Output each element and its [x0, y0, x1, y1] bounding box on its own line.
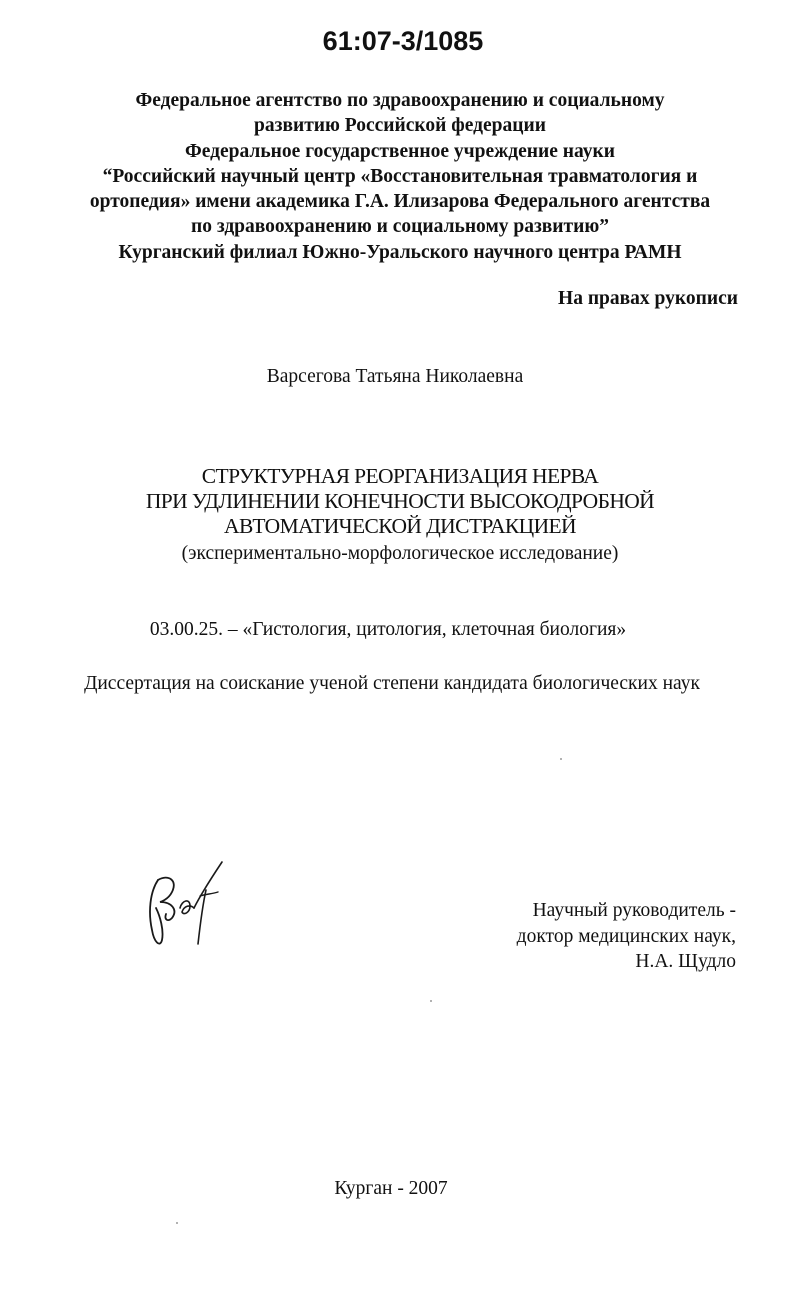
institution-line: Федеральное государственное учреждение науки: [185, 140, 615, 162]
dissertation-degree: Диссертация на соискание ученой степени кандидата биологических наук: [84, 673, 700, 694]
specialty-code: 03.00.25. – «Гистология, цитология, клеточная биология»: [149, 619, 627, 640]
catalog-number: 61:07-3/1085: [322, 26, 484, 56]
title-line: ПРИ УДЛИНЕНИИ КОНЕЧНОСТИ ВЫСОКОДРОБНОЙ: [145, 489, 655, 513]
scan-speck: [560, 758, 562, 760]
scan-speck: [176, 1222, 178, 1224]
supervisor-degree: доктор медицинских наук,: [516, 925, 736, 947]
author-name: Варсегова Татьяна Николаевна: [266, 366, 524, 387]
institution-line: Федеральное агентство по здравоохранению и социальному: [135, 90, 665, 111]
title-line: АВТОМАТИЧЕСКОЙ ДИСТРАКЦИЕЙ: [224, 514, 576, 538]
institution-line: Курганский филиал Южно-Уральского научного центра РАМН: [118, 241, 682, 263]
title-subtitle: (экспериментально-морфологическое исследование): [181, 543, 619, 564]
dissertation-title: [60, 464, 740, 539]
place-year: Курган - 2007: [334, 1178, 448, 1199]
institution-line: по здравоохранению и социальному развитию”: [190, 216, 610, 238]
institution-line: развитию Российской федерации: [254, 115, 546, 137]
institution-line: ортопедия» имени академика Г.А. Илизарова Федерального агентства: [89, 191, 711, 213]
institution-line: “Российский научный центр «Восстановительная травматология и: [102, 165, 698, 187]
signature-icon: [144, 856, 234, 956]
institution-block: [60, 88, 740, 265]
title-line: СТРУКТУРНАЯ РЕОРГАНИЗАЦИЯ НЕРВА: [201, 464, 599, 488]
supervisor-role: Научный руководитель -: [532, 900, 736, 921]
supervisor-block: [517, 898, 736, 975]
manuscript-note: На правах рукописи: [558, 288, 738, 309]
scan-speck: [430, 1000, 432, 1002]
supervisor-name: Н.А. Щудло: [635, 951, 736, 972]
